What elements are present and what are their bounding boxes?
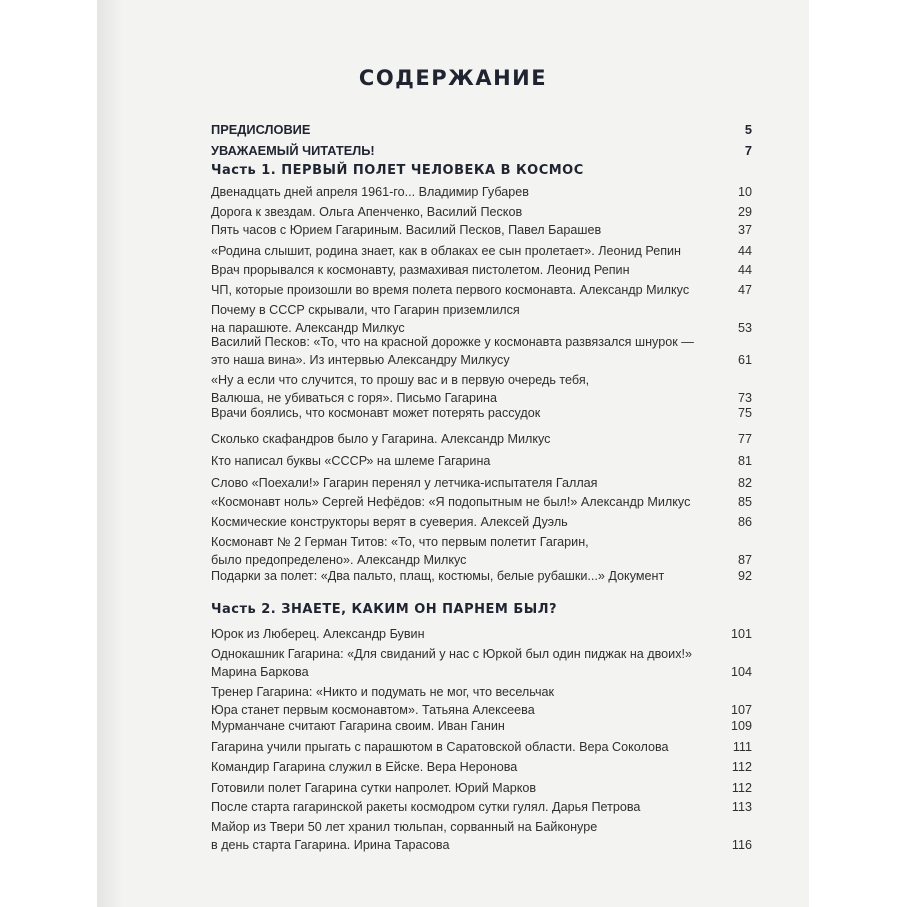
toc-entry bbox=[211, 758, 752, 776]
toc-entry bbox=[211, 203, 752, 221]
entry-title: Кто написал буквы «СССР» на шлеме Гагарина bbox=[211, 454, 491, 468]
entry-title: Гагарина учили прыгать с парашютом в Саратовской области. Вера Соколова bbox=[211, 740, 669, 754]
toc-entry bbox=[211, 281, 752, 299]
entry-title: Космонавт № 2 Герман Титов: «То, что первым полетит Гагарин, bbox=[211, 535, 589, 549]
page-number: 7 bbox=[744, 143, 752, 158]
entry-title: Врач прорывался к космонавту, размахивая пистолетом. Леонид Репин bbox=[211, 263, 630, 277]
toc-entry bbox=[211, 645, 752, 681]
toc-entry bbox=[211, 779, 752, 797]
toc-entry bbox=[211, 818, 752, 854]
toc-entry bbox=[211, 221, 752, 239]
entry-title: Мурманчане считают Гагарина своим. Иван Ганин bbox=[211, 719, 505, 733]
entry-title: Василий Песков: «То, что на красной дорожке у космонавта развязался шнурок — bbox=[211, 335, 694, 349]
page-number: 101 bbox=[730, 627, 752, 641]
page-number: 29 bbox=[737, 205, 752, 219]
toc-entry bbox=[211, 493, 752, 511]
page-number: 113 bbox=[731, 800, 752, 814]
page-number: 10 bbox=[737, 185, 752, 199]
toc-entry bbox=[211, 183, 752, 201]
page-number: 85 bbox=[737, 495, 752, 509]
entry-title-continued: на парашюте. Александр Милкус bbox=[211, 321, 405, 335]
page-number: 61 bbox=[737, 353, 752, 367]
toc-entry bbox=[211, 301, 752, 337]
entry-title: Командир Гагарина служил в Ейске. Вера Неронова bbox=[211, 760, 518, 774]
entry-title: УВАЖАЕМЫЙ ЧИТАТЕЛЬ! bbox=[211, 143, 375, 158]
entry-title: ПРЕДИСЛОВИЕ bbox=[211, 122, 311, 137]
toc-entry bbox=[211, 371, 752, 407]
entry-title: Сколько скафандров было у Гагарина. Александр Милкус bbox=[211, 432, 551, 446]
toc-entry bbox=[211, 625, 752, 643]
page-number: 75 bbox=[737, 406, 752, 420]
page-number: 77 bbox=[737, 432, 752, 446]
entry-title-continued: было предопределено». Александр Милкус bbox=[211, 553, 467, 567]
entry-title: После старта гагаринской ракеты космодром сутки гулял. Дарья Петрова bbox=[211, 800, 641, 814]
page-number: 111 bbox=[732, 740, 752, 754]
page-number: 112 bbox=[731, 760, 752, 774]
page-number: 82 bbox=[737, 476, 752, 490]
page-number: 5 bbox=[744, 122, 752, 137]
page-number: 44 bbox=[737, 263, 752, 277]
part-heading: Часть 1. ПЕРВЫЙ ПОЛЕТ ЧЕЛОВЕКА В КОСМОС bbox=[211, 163, 584, 178]
front-matter-entry bbox=[211, 121, 752, 139]
entry-title-continued: Марина Баркова bbox=[211, 665, 309, 679]
page-number: 53 bbox=[737, 321, 752, 335]
entry-title: Двенадцать дней апреля 1961-го... Владимир Губарев bbox=[211, 185, 529, 199]
page-number: 109 bbox=[730, 719, 752, 733]
page-number: 112 bbox=[731, 781, 752, 795]
toc-entry bbox=[211, 242, 752, 260]
part-heading: Часть 2. ЗНАЕТЕ, КАКИМ ОН ПАРНЕМ БЫЛ? bbox=[211, 602, 558, 617]
page-number: 37 bbox=[737, 223, 752, 237]
toc-entry bbox=[211, 474, 752, 492]
entry-title: Слово «Поехали!» Гагарин перенял у летчика-испытателя Галлая bbox=[211, 476, 598, 490]
entry-title: «Космонавт ноль» Сергей Нефёдов: «Я подопытным не был!» Александр Милкус bbox=[211, 495, 691, 509]
toc-entry bbox=[211, 717, 752, 735]
toc-entry bbox=[211, 333, 752, 369]
entry-title-continued: Юра станет первым космонавтом». Татьяна Алексеева bbox=[211, 703, 535, 717]
entry-title: Тренер Гагарина: «Никто и подумать не мог, что весельчак bbox=[211, 685, 555, 699]
page-number: 47 bbox=[737, 283, 752, 297]
page-number: 116 bbox=[731, 838, 752, 852]
page-number: 92 bbox=[737, 569, 752, 583]
entry-title: Врачи боялись, что космонавт может потерять рассудок bbox=[211, 406, 541, 420]
front-matter-entry bbox=[211, 142, 752, 160]
entry-title-continued: Валюша, не убиваться с горя». Письмо Гагарина bbox=[211, 391, 498, 405]
toc-entry bbox=[211, 533, 752, 569]
entry-title: Однокашник Гагарина: «Для свиданий у нас с Юркой был один пиджак на двоих!» bbox=[211, 647, 693, 661]
toc-entry bbox=[211, 404, 752, 422]
entry-title: Дорога к звездам. Ольга Апенченко, Василий Песков bbox=[211, 205, 523, 219]
page-number: 81 bbox=[737, 454, 752, 468]
toc-entry bbox=[211, 683, 752, 719]
toc-entry bbox=[211, 567, 752, 585]
toc-entry bbox=[211, 452, 752, 470]
entry-title: ЧП, которые произошли во время полета первого космонавта. Александр Милкус bbox=[211, 283, 690, 297]
entry-title: «Родина слышит, родина знает, как в облаках ее сын пролетает». Леонид Репин bbox=[211, 244, 682, 258]
page-number: 73 bbox=[737, 391, 752, 405]
entry-title: Юрок из Люберец. Александр Бувин bbox=[211, 627, 425, 641]
entry-title: Майор из Твери 50 лет хранил тюльпан, сорванный на Байконуре bbox=[211, 820, 598, 834]
toc-entry bbox=[211, 430, 752, 448]
entry-title-continued: в день старта Гагарина. Ирина Тарасова bbox=[211, 838, 450, 852]
toc-entry bbox=[211, 261, 752, 279]
page-number: 104 bbox=[730, 665, 752, 679]
page-number: 87 bbox=[737, 553, 752, 567]
page-number: 107 bbox=[730, 703, 752, 717]
entry-title: Готовили полет Гагарина сутки напролет. Юрий Марков bbox=[211, 781, 537, 795]
entry-title: Почему в СССР скрывали, что Гагарин приземлился bbox=[211, 303, 520, 317]
toc-entry bbox=[211, 798, 752, 816]
toc-entry bbox=[211, 513, 752, 531]
page-number: 86 bbox=[737, 515, 752, 529]
page-number: 44 bbox=[737, 244, 752, 258]
page-title: СОДЕРЖАНИЕ bbox=[358, 66, 548, 90]
entry-title: «Ну а если что случится, то прошу вас и в первую очередь тебя, bbox=[211, 373, 590, 387]
toc-entry bbox=[211, 738, 752, 756]
entry-title: Космические конструкторы верят в суеверия. Алексей Дуэль bbox=[211, 515, 568, 529]
entry-title-continued: это наша вина». Из интервью Александру Милкусу bbox=[211, 353, 510, 367]
entry-title: Подарки за полет: «Два пальто, плащ, костюмы, белые рубашки...» Документ bbox=[211, 569, 665, 583]
entry-title: Пять часов с Юрием Гагариным. Василий Песков, Павел Барашев bbox=[211, 223, 602, 237]
